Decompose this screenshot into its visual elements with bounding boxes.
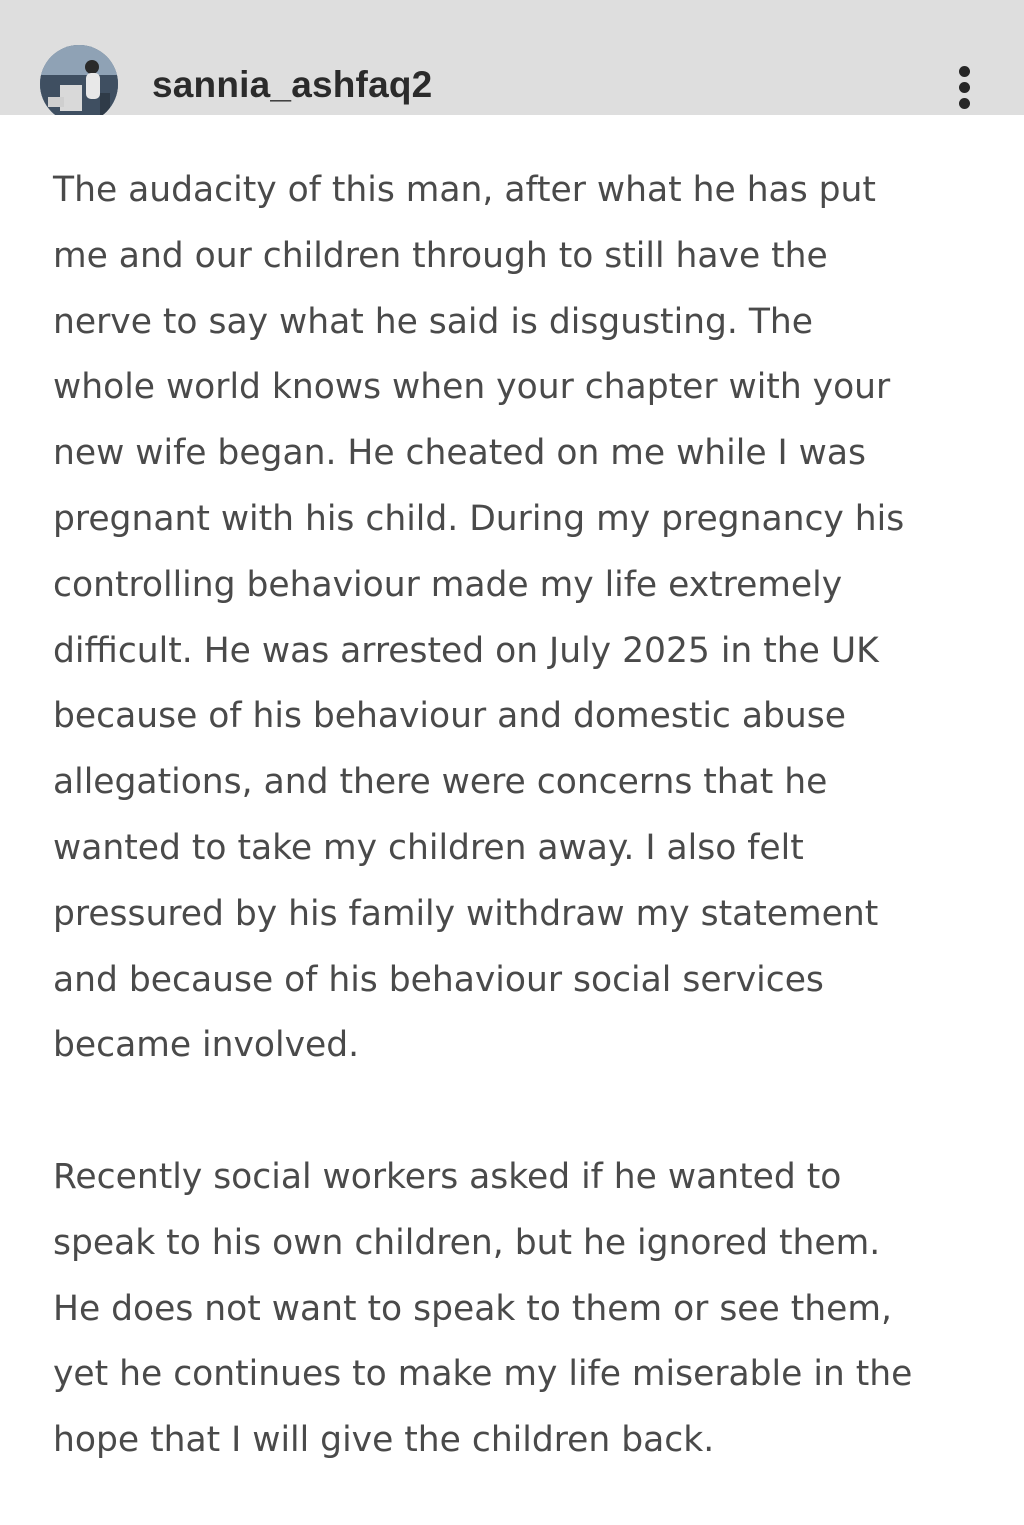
- post-header: [0, 0, 1024, 115]
- avatar[interactable]: [40, 45, 118, 115]
- profile-photo-icon: [40, 45, 118, 115]
- more-options-button[interactable]: [948, 62, 982, 112]
- username[interactable]: sannia_ashfaq2: [152, 64, 433, 105]
- more-vertical-icon-dot: [959, 82, 970, 93]
- post-paragraph: The audacity of this man, after what he has put me and our children through to still have the nerve to say what he said is disgusting. The whole world knows when your chapter with your new wife began. He cheated on me while I was pregnant with his child. During my pregnancy his controlling behaviour made my life extremely difficult. He was arrested on July 2025 in the UK because of his behaviour and domestic abuse allegations, and there were concerns that he wanted to take my children away. I also felt pressured by his family withdraw my statement and because of his behaviour social services became involved.: [53, 170, 905, 1066]
- more-vertical-icon-dot: [959, 98, 970, 109]
- post-text: [53, 158, 998, 1474]
- post-paragraph: Recently social workers asked if he wanted to speak to his own children, but he ignored them. He does not want to speak to them or see them, yet he continues to make my life miserable in the hope that I will give the children back.: [53, 1156, 913, 1461]
- more-vertical-icon-dot: [959, 66, 970, 77]
